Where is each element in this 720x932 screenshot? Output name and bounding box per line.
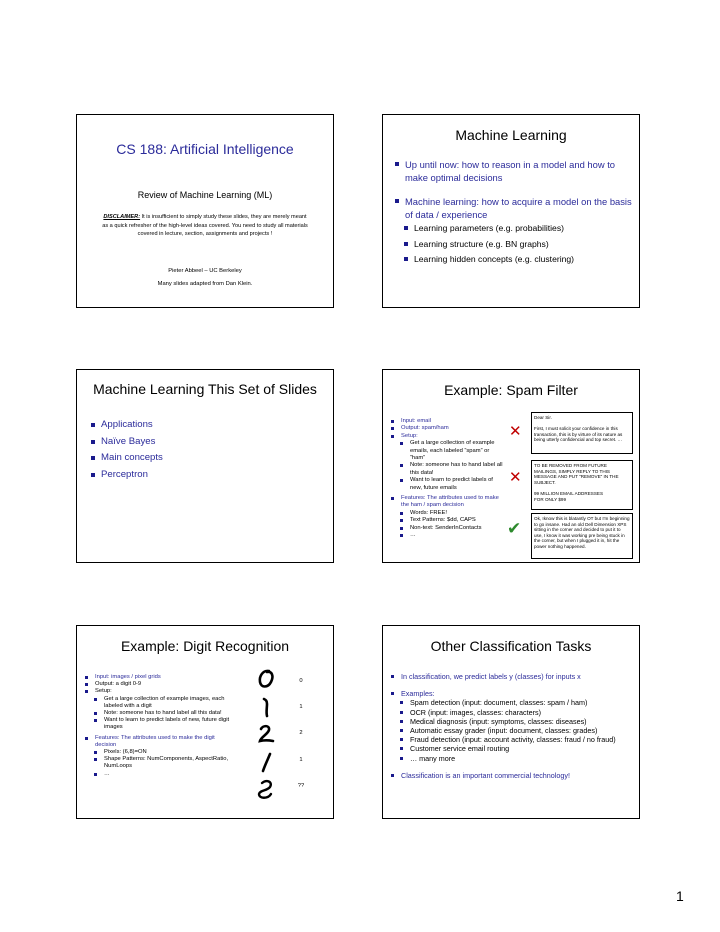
- sub-bullet: Learning parameters (e.g. probabilities): [395, 221, 633, 237]
- slide4-title: Example: Spam Filter: [444, 382, 578, 398]
- email-sample-1: Dear Sir. First, I must solicit your confidence in this transaction, this is by virture of its nature as being utterly confidencial and top secret. …: [531, 412, 633, 454]
- sub-bullet: Customer service email routing: [391, 744, 635, 753]
- sub-bullet: Note: someone has to hand label all this data!: [391, 462, 503, 477]
- slide-title: [76, 114, 334, 308]
- sub-bullet: …: [85, 771, 235, 778]
- slide5-bullets: [85, 674, 235, 778]
- digit-one-image-2: [255, 751, 277, 773]
- slide1-subtitle: Review of Machine Learning (ML): [137, 190, 273, 200]
- disclaimer-text: It is insufficient to simply study these slides, they are merely meant as a quick refresher of the high-level ideas covered. You need to study all materials covered in lecture, section, assignments and projects !: [102, 214, 308, 237]
- slide-other-classification: [382, 625, 640, 819]
- sub-bullet: Medical diagnosis (input: symptoms, classes: diseases): [391, 717, 635, 726]
- slide6-title: Other Classification Tasks: [430, 638, 592, 654]
- digit-two-image: [255, 723, 277, 745]
- digit-label: 2: [299, 730, 303, 736]
- bullet: Output: spam/ham: [391, 425, 503, 432]
- slide5-title: Example: Digit Recognition: [120, 638, 290, 654]
- sub-bullet: … many more: [391, 754, 635, 763]
- page-number: 1: [676, 888, 684, 904]
- slide-spam-filter: [382, 369, 640, 563]
- slide2-title: Machine Learning: [455, 127, 567, 143]
- slide1-author: Pieter Abbeel – UC Berkeley: [168, 268, 242, 274]
- slide-this-set: [76, 369, 334, 563]
- sub-bullet: Learning hidden concepts (e.g. clustering): [395, 252, 633, 268]
- sub-bullet: Spam detection (input: document, classes: spam / ham): [391, 698, 635, 707]
- bullet: Input: images / pixel grids: [85, 674, 235, 681]
- sub-bullet: Get a large collection of example images, each labeled with a digit: [85, 696, 235, 710]
- x-mark-icon: ✕: [509, 423, 522, 440]
- sub-bullet: Want to learn to predict labels of new, future emails: [391, 477, 503, 492]
- slide-digit-recognition: [76, 625, 334, 819]
- bullet: Examples:: [391, 689, 635, 698]
- bullet: Main concepts: [91, 450, 163, 467]
- slide-machine-learning: [382, 114, 640, 308]
- slide3-bullets: [91, 417, 163, 483]
- bullet: Features: The attributes used to make the ham / spam decision: [391, 495, 503, 510]
- bullet: Naïve Bayes: [91, 434, 163, 451]
- bullet: Up until now: how to reason in a model and how to make optimal decisions: [395, 158, 633, 184]
- bullet: Output: a digit 0-9: [85, 681, 235, 688]
- bullet: Applications: [91, 417, 163, 434]
- sub-bullet: Fraud detection (input: account activity, classes: fraud / no fraud): [391, 735, 635, 744]
- email-sample-3: Ok, Iknow this is blatantly OT but I'm beginning to go insane. Had an old Dell Dimension XPS sitting in the corner and decided to put it to use, I know it was working pre being stuck in the corner, but when I plugged it in, hit the power nothing happened.: [531, 513, 633, 559]
- sub-bullet: Get a large collection of example emails, each labeled “spam” or “ham”: [391, 440, 503, 462]
- sub-bullet: Words: FREE!: [391, 510, 503, 517]
- sub-bullet: Pixels: (6,8)=ON: [85, 749, 235, 756]
- email-sample-2: TO BE REMOVED FROM FUTURE MAILINGS, SIMPLY REPLY TO THIS MESSAGE AND PUT "REMOVE" IN THE SUBJECT. 99 MILLION EMAIL ADDRESSES FOR ONLY $99: [531, 460, 633, 510]
- bullet: Features: The attributes used to make the digit decision: [85, 735, 235, 749]
- sub-bullet: OCR (input: images, classes: characters): [391, 708, 635, 717]
- bullet: In classification, we predict labels y (classes) for inputs x: [391, 672, 635, 681]
- bullet: Perceptron: [91, 467, 163, 484]
- slide4-bullets: [391, 418, 503, 540]
- bullet: Input: email: [391, 418, 503, 425]
- x-mark-icon: ✕: [509, 469, 522, 486]
- digit-label: ??: [297, 783, 305, 789]
- bullet: Setup:: [85, 688, 235, 695]
- digit-one-image: [255, 696, 277, 718]
- bullet: Classification is an important commercial technology!: [391, 771, 635, 780]
- sub-bullet: Learning structure (e.g. BN graphs): [395, 237, 633, 253]
- slide1-disclaimer: [101, 213, 309, 239]
- sub-bullet: Shape Patterns: NumComponents, AspectRatio, NumLoops: [85, 756, 235, 770]
- slide6-bullets: [391, 672, 635, 780]
- digit-label: 1: [299, 704, 303, 710]
- check-mark-icon: ✔: [507, 519, 522, 538]
- sub-bullet: …: [391, 532, 503, 539]
- digit-zero-image: [255, 668, 277, 690]
- digit-label: 1: [299, 757, 303, 763]
- sub-bullet: Note: someone has to hand label all this data!: [85, 710, 235, 717]
- slide3-title: Machine Learning This Set of Slides: [93, 381, 317, 397]
- digit-label: 0: [299, 678, 303, 684]
- sub-bullet: Non-text: SenderInContacts: [391, 525, 503, 532]
- bullet: Setup:: [391, 433, 503, 440]
- sub-bullet: Want to learn to predict labels of new, future digit images: [85, 717, 235, 731]
- slide1-adapted: Many slides adapted from Dan Klein.: [157, 281, 253, 287]
- disclaimer-label: DISCLAIMER:: [103, 214, 141, 220]
- sub-bullet: Automatic essay grader (input: document, classes: grades): [391, 726, 635, 735]
- slide1-title: CS 188: Artificial Intelligence: [116, 141, 294, 157]
- digit-unknown-image: [255, 778, 277, 800]
- slide2-bullets: [395, 158, 633, 268]
- bullet: Machine learning: how to acquire a model on the basis of data / experience: [395, 195, 633, 221]
- sub-bullet: Text Patterns: $dd, CAPS: [391, 517, 503, 524]
